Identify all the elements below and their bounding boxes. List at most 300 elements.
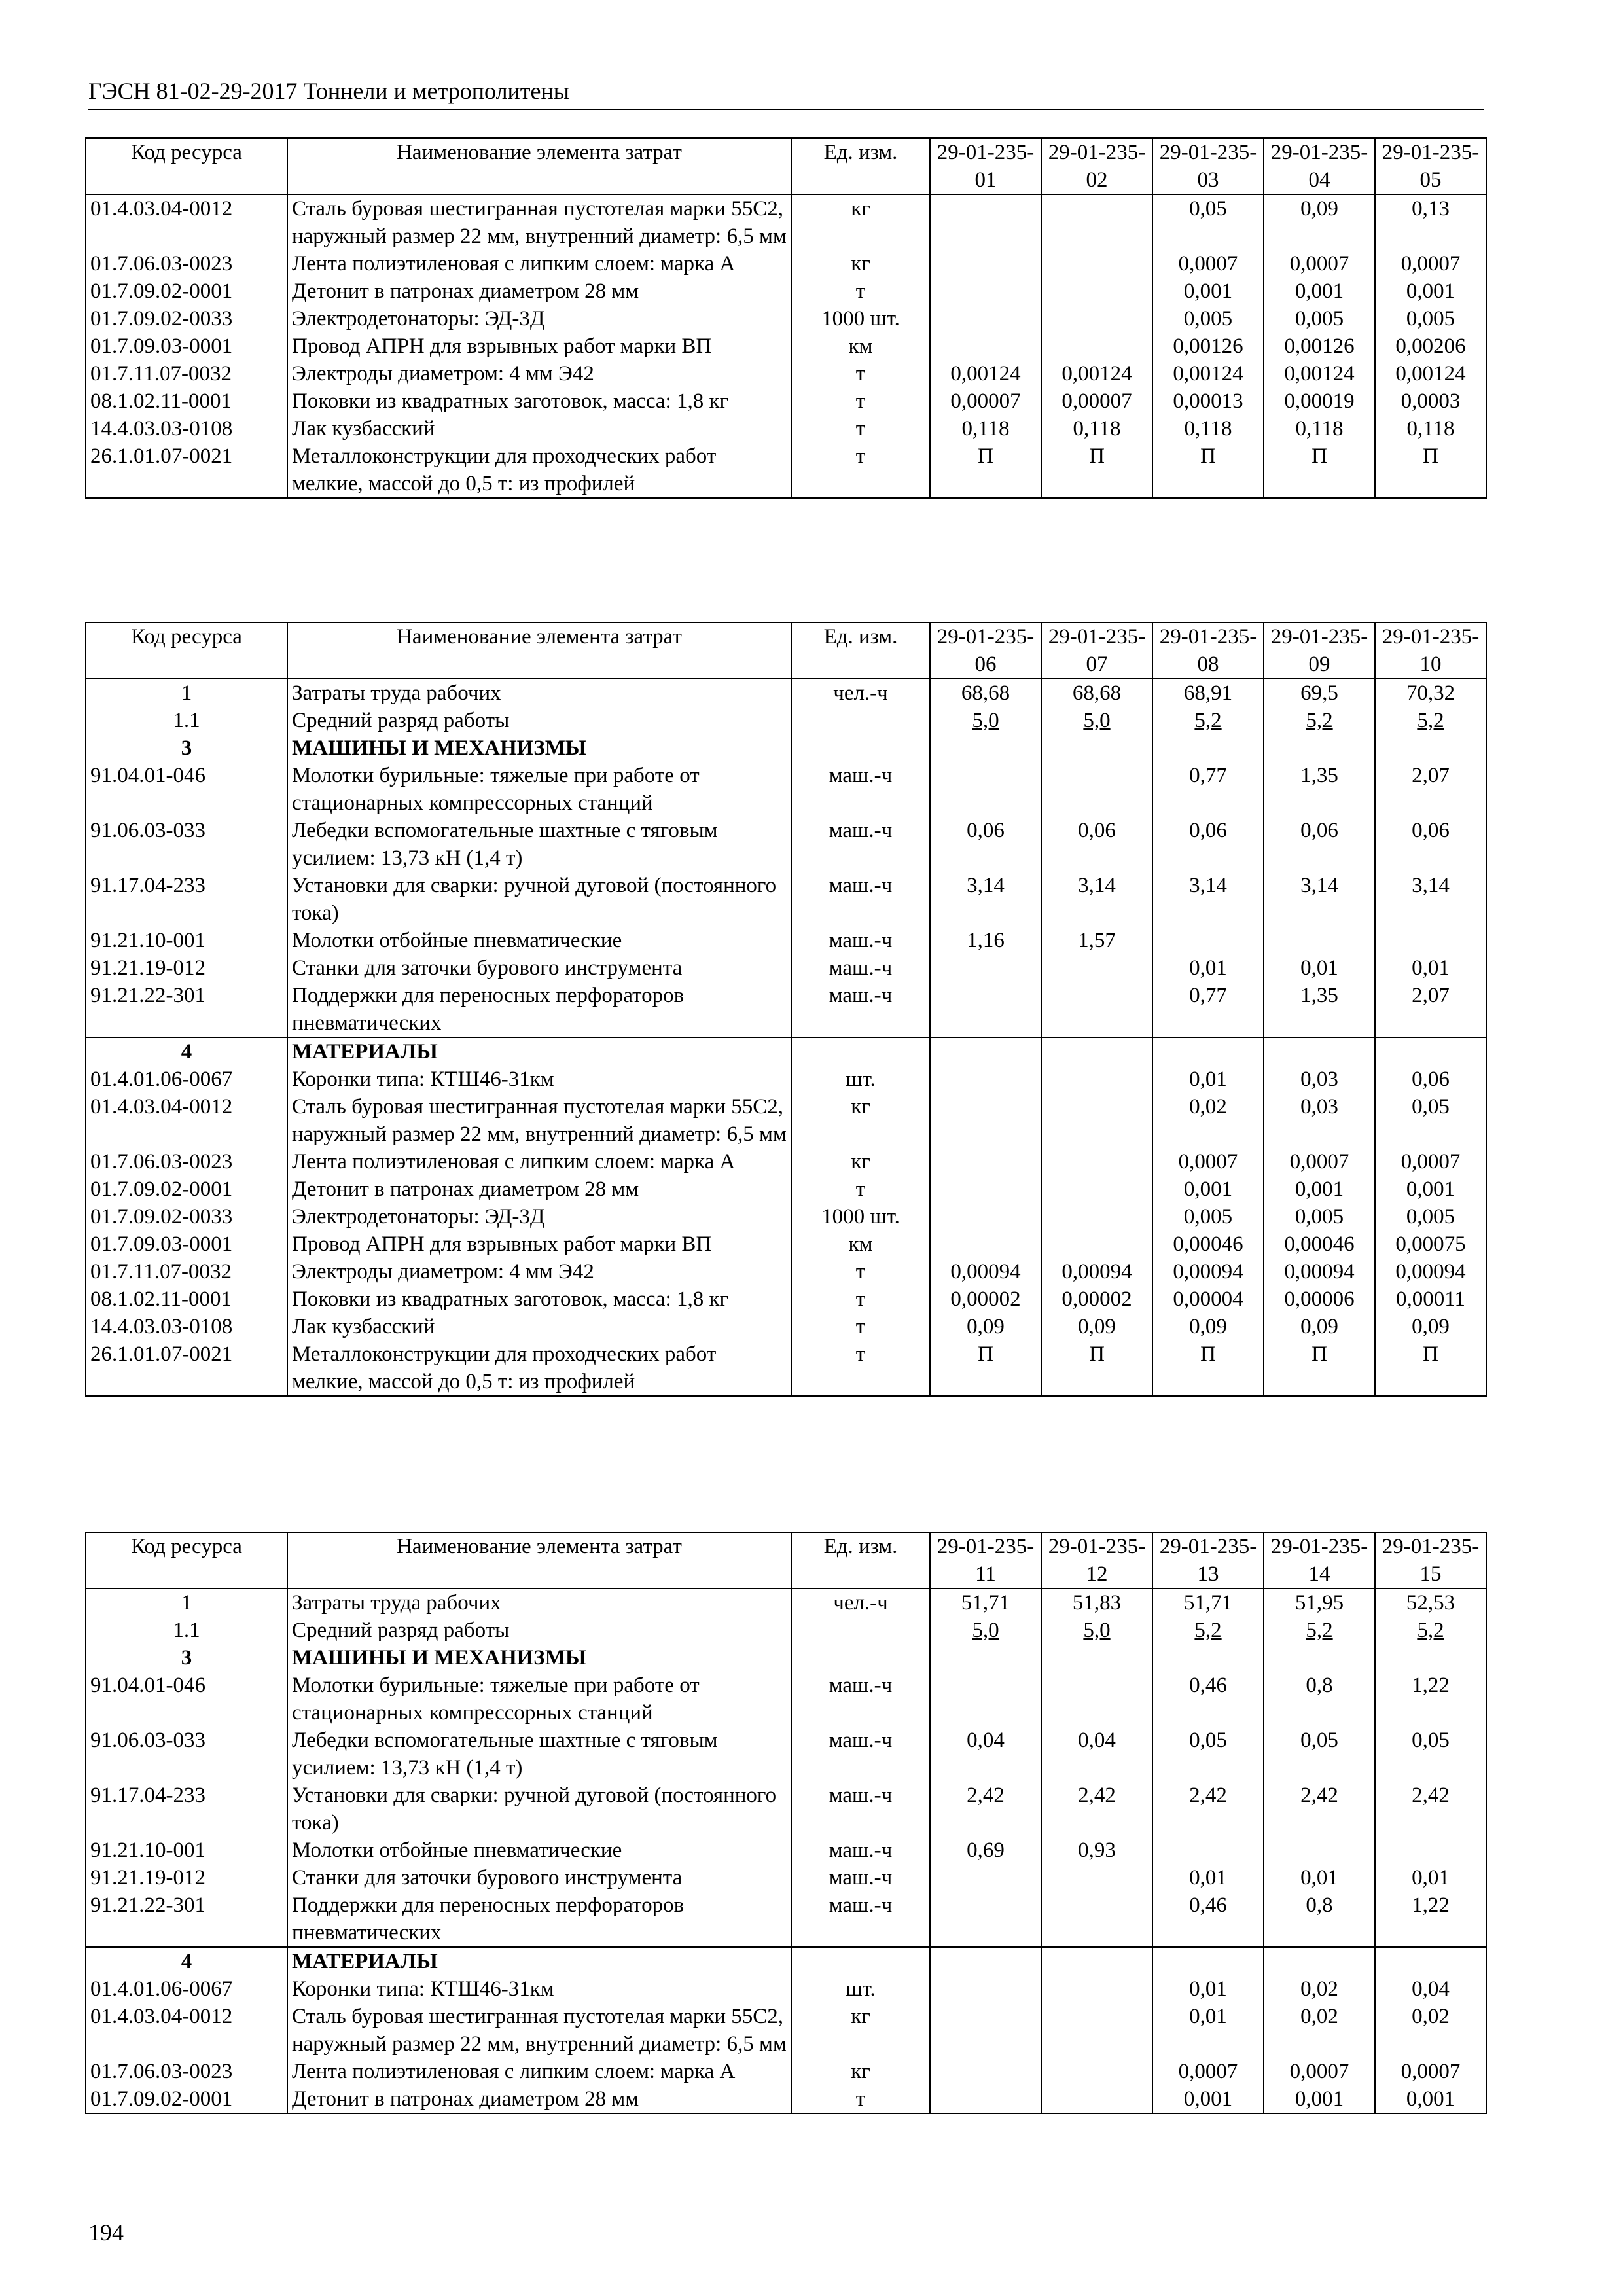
value-cell: 1,35 (1300, 984, 1338, 1007)
value-cell-container (930, 305, 1041, 332)
value-cell-container (1264, 2058, 1375, 2085)
value-cell-container (1152, 1340, 1264, 1396)
value-cell-container (930, 1892, 1041, 1947)
value-cell-container (930, 1588, 1041, 1617)
value-cell-container (930, 1782, 1041, 1837)
value-cell-container (930, 1175, 1041, 1203)
value-cell: 0,02 (1189, 1095, 1227, 1119)
value-cell-container (1375, 1037, 1486, 1066)
value-cell-container (1041, 734, 1152, 762)
resource-code-cell: 4 (86, 1947, 287, 1975)
unit-cell: т (791, 360, 930, 387)
resource-code-cell: 3 (86, 734, 287, 762)
resource-code-cell: 01.4.03.04-0012 (86, 1093, 287, 1148)
value-cell: 1,16 (967, 929, 1005, 952)
value-cell-container (1152, 1672, 1264, 1727)
value-cell: 68,91 (1183, 681, 1233, 705)
table-header-row (86, 622, 1486, 679)
unit-cell: маш.-ч (791, 954, 930, 982)
value-cell-container (1152, 1203, 1264, 1230)
value-cell-container (1041, 1148, 1152, 1175)
value-cell-container (1152, 360, 1264, 387)
unit-cell: кг (791, 1148, 930, 1175)
unit-cell (791, 1037, 930, 1066)
resource-code-cell: 14.4.03.03-0108 (86, 1313, 287, 1340)
resource-name-cell: Электроды диаметром: 4 мм Э42 (287, 360, 791, 387)
value-cell-container (930, 278, 1041, 305)
value-cell: 5,0 (1083, 1619, 1111, 1642)
resource-name-cell: Электродетонаторы: ЭД-3Д (287, 1203, 791, 1230)
value-cell: 0,01 (1412, 1866, 1450, 1890)
value-cell-container (930, 442, 1041, 498)
value-cell-container (1041, 817, 1152, 872)
resource-name-cell: Детонит в патронах диаметром 28 мм (287, 2085, 791, 2113)
value-cell: 0,00124 (1061, 362, 1132, 386)
value-cell: 0,00126 (1173, 334, 1243, 358)
value-cell: П (1311, 1342, 1327, 1366)
value-cell: 0,001 (1183, 2087, 1233, 2111)
value-cell: 51,83 (1072, 1591, 1122, 1615)
value-cell-container (930, 679, 1041, 707)
resource-code-cell: 01.7.09.02-0033 (86, 1203, 287, 1230)
value-cell-container (930, 982, 1041, 1037)
value-cell: 0,00007 (950, 389, 1021, 413)
value-cell-container (1375, 387, 1486, 415)
table-row (86, 1230, 1486, 1258)
value-cell: 0,00002 (1061, 1287, 1132, 1311)
value-cell: 0,0007 (1178, 2060, 1238, 2083)
resource-code-cell: 91.06.03-033 (86, 817, 287, 872)
resource-name-cell: Установки для сварки: ручной дуговой (постоянного тока) (287, 872, 791, 927)
value-cell-container (1041, 1644, 1152, 1672)
table-row (86, 1175, 1486, 1203)
resource-code-cell: 3 (86, 1644, 287, 1672)
resource-name-cell: Лента полиэтиленовая с липким слоем: марка А (287, 250, 791, 278)
value-cell: 0,005 (1294, 307, 1344, 331)
value-cell: 0,06 (1412, 819, 1450, 842)
resource-code-cell: 01.7.09.02-0001 (86, 1175, 287, 1203)
value-cell-container (1041, 872, 1152, 927)
unit-cell (791, 707, 930, 734)
table-row (86, 927, 1486, 954)
value-cell: 0,00126 (1284, 334, 1355, 358)
value-cell: 0,0003 (1400, 389, 1461, 413)
table-row (86, 707, 1486, 734)
col-header-norm-code: 29-01-235-04 (1264, 138, 1375, 194)
resource-code-cell: 91.21.22-301 (86, 1892, 287, 1947)
table-row (86, 2085, 1486, 2113)
value-cell: 0,01 (1189, 956, 1227, 980)
value-cell: 3,14 (1078, 874, 1116, 897)
value-cell: 0,04 (967, 1729, 1005, 1752)
value-cell-container (1041, 1066, 1152, 1093)
resource-name-cell: Детонит в патронах диаметром 28 мм (287, 278, 791, 305)
value-cell-container (930, 194, 1041, 250)
value-cell: 0,001 (1294, 1177, 1344, 1201)
unit-cell: шт. (791, 1975, 930, 2003)
resource-code-cell: 91.21.10-001 (86, 927, 287, 954)
resource-name-cell: Молотки отбойные пневматические (287, 927, 791, 954)
value-cell: П (978, 444, 993, 468)
value-cell: 3,14 (967, 874, 1005, 897)
unit-cell (791, 734, 930, 762)
table-row (86, 817, 1486, 872)
value-cell-container (1041, 954, 1152, 982)
value-cell-container (1041, 278, 1152, 305)
value-cell: П (978, 1342, 993, 1366)
value-cell: 0,01 (1189, 1866, 1227, 1890)
value-cell: 0,0007 (1178, 252, 1238, 276)
resource-code-cell: 91.21.22-301 (86, 982, 287, 1037)
table-row (86, 2058, 1486, 2085)
value-cell-container (1041, 1975, 1152, 2003)
value-cell-container (930, 1258, 1041, 1285)
value-cell-container (1264, 250, 1375, 278)
unit-cell: кг (791, 2003, 930, 2058)
resource-code-cell: 1 (86, 1588, 287, 1617)
unit-cell: т (791, 442, 930, 498)
value-cell: 0,06 (1189, 819, 1227, 842)
value-cell-container (1264, 278, 1375, 305)
resource-table (85, 1532, 1487, 2114)
resource-code-cell: 1 (86, 679, 287, 707)
value-cell-container (1152, 1644, 1264, 1672)
value-cell-container (930, 1285, 1041, 1313)
value-cell: 0,00006 (1284, 1287, 1355, 1311)
value-cell-container (1152, 1037, 1264, 1066)
value-cell: 68,68 (961, 681, 1010, 705)
unit-cell: т (791, 1258, 930, 1285)
value-cell-container (1041, 360, 1152, 387)
value-cell-container (1041, 1313, 1152, 1340)
value-cell-container (1264, 954, 1375, 982)
value-cell-container (1375, 1093, 1486, 1148)
resource-name-cell: Провод АПРН для взрывных работ марки ВП (287, 332, 791, 360)
resource-code-cell: 1.1 (86, 1617, 287, 1644)
resource-code-cell: 91.04.01-046 (86, 762, 287, 817)
value-cell-container (1375, 332, 1486, 360)
value-cell-container (1041, 442, 1152, 498)
value-cell-container (1375, 305, 1486, 332)
value-cell: 5,0 (972, 1619, 999, 1642)
unit-cell: кг (791, 2058, 930, 2085)
value-cell-container (1041, 2003, 1152, 2058)
value-cell: 70,32 (1406, 681, 1455, 705)
value-cell: 0,03 (1300, 1095, 1338, 1119)
value-cell-container (1375, 2058, 1486, 2085)
col-header-name: Наименование элемента затрат (287, 1532, 791, 1588)
value-cell-container (1375, 2003, 1486, 2058)
value-cell-container (1152, 1066, 1264, 1093)
resource-code-cell: 01.4.03.04-0012 (86, 2003, 287, 2058)
value-cell-container (1152, 1230, 1264, 1258)
value-cell-container (1041, 1864, 1152, 1892)
resource-name-cell: Лебедки вспомогательные шахтные с тяговым усилием: 13,73 кН (1,4 т) (287, 817, 791, 872)
value-cell-container (1264, 872, 1375, 927)
resource-code-cell: 26.1.01.07-0021 (86, 442, 287, 498)
value-cell: 0,01 (1189, 1977, 1227, 2001)
table-row (86, 1340, 1486, 1396)
value-cell-container (1375, 734, 1486, 762)
value-cell: 0,00046 (1173, 1232, 1243, 1256)
value-cell-container (1264, 982, 1375, 1037)
value-cell-container (1152, 1313, 1264, 1340)
resource-name-cell: МАТЕРИАЛЫ (287, 1037, 791, 1066)
col-header-norm-code: 29-01-235-05 (1375, 138, 1486, 194)
resource-code-cell: 01.4.01.06-0067 (86, 1975, 287, 2003)
resource-name-cell: Коронки типа: КТШ46-31км (287, 1975, 791, 2003)
col-header-norm-code: 29-01-235-01 (930, 138, 1041, 194)
value-cell: 0,06 (1412, 1067, 1450, 1091)
value-cell-container (1375, 1892, 1486, 1947)
value-cell: 0,8 (1306, 1674, 1333, 1697)
unit-cell: т (791, 387, 930, 415)
table-row (86, 442, 1486, 498)
value-cell: 0,8 (1306, 1893, 1333, 1917)
resource-code-cell: 91.21.10-001 (86, 1837, 287, 1864)
value-cell-container (1264, 332, 1375, 360)
value-cell: 0,118 (1295, 417, 1344, 440)
value-cell: 51,71 (1183, 1591, 1233, 1615)
value-cell: 0,01 (1189, 2005, 1227, 2028)
value-cell-container (1375, 194, 1486, 250)
value-cell: 5,2 (1417, 709, 1444, 732)
resource-name-cell: Средний разряд работы (287, 707, 791, 734)
value-cell: 0,69 (967, 1839, 1005, 1862)
value-cell: 3,14 (1189, 874, 1227, 897)
value-cell-container (1152, 982, 1264, 1037)
value-cell-container (1041, 982, 1152, 1037)
unit-cell (791, 1644, 930, 1672)
value-cell-container (1264, 2085, 1375, 2113)
value-cell-container (1375, 1203, 1486, 1230)
value-cell-container (1264, 1203, 1375, 1230)
resource-code-cell: 1.1 (86, 707, 287, 734)
unit-cell: 1000 шт. (791, 1203, 930, 1230)
value-cell: 51,95 (1294, 1591, 1344, 1615)
value-cell: П (1089, 444, 1105, 468)
value-cell: 2,42 (967, 1784, 1005, 1807)
resource-name-cell: Затраты труда рабочих (287, 679, 791, 707)
unit-cell: т (791, 2085, 930, 2113)
resource-name-cell: Лента полиэтиленовая с липким слоем: марка А (287, 1148, 791, 1175)
table-header-row (86, 138, 1486, 194)
value-cell-container (1152, 1175, 1264, 1203)
value-cell-container (1264, 1588, 1375, 1617)
value-cell-container (1152, 707, 1264, 734)
table-row (86, 332, 1486, 360)
value-cell-container (930, 1672, 1041, 1727)
value-cell: 0,05 (1412, 1095, 1450, 1119)
resource-name-cell: Поковки из квадратных заготовок, масса: 1,8 кг (287, 1285, 791, 1313)
value-cell-container (930, 1148, 1041, 1175)
resource-code-cell: 01.7.06.03-0023 (86, 2058, 287, 2085)
value-cell-container (1375, 1947, 1486, 1975)
value-cell: 52,53 (1406, 1591, 1455, 1615)
resource-code-cell: 91.04.01-046 (86, 1672, 287, 1727)
value-cell: 0,01 (1300, 1866, 1338, 1890)
value-cell-container (1375, 1066, 1486, 1093)
value-cell: 3,14 (1412, 874, 1450, 897)
table-row (86, 1644, 1486, 1672)
table-row (86, 194, 1486, 250)
value-cell-container (930, 2003, 1041, 2058)
value-cell-container (1264, 360, 1375, 387)
resource-name-cell: Установки для сварки: ручной дуговой (постоянного тока) (287, 1782, 791, 1837)
value-cell-container (1152, 872, 1264, 927)
value-cell: 0,001 (1406, 2087, 1455, 2111)
value-cell-container (1375, 250, 1486, 278)
unit-cell: маш.-ч (791, 927, 930, 954)
value-cell-container (1375, 1727, 1486, 1782)
value-cell-container (1152, 1837, 1264, 1864)
value-cell-container (1152, 1975, 1264, 2003)
value-cell-container (1152, 2003, 1264, 2058)
value-cell: 0,00046 (1284, 1232, 1355, 1256)
value-cell: 0,00124 (1395, 362, 1466, 386)
value-cell-container (1375, 1588, 1486, 1617)
value-cell-container (1264, 1727, 1375, 1782)
value-cell: 0,005 (1183, 307, 1233, 331)
value-cell-container (1264, 1285, 1375, 1313)
unit-cell: маш.-ч (791, 817, 930, 872)
value-cell-container (930, 2058, 1041, 2085)
value-cell-container (1152, 734, 1264, 762)
value-cell: 0,01 (1300, 956, 1338, 980)
resource-name-cell: Сталь буровая шестигранная пустотелая марки 55С2, наружный размер 22 мм, внутренний диаметр: 6,5 мм (287, 194, 791, 250)
value-cell-container (930, 332, 1041, 360)
value-cell: 2,42 (1078, 1784, 1116, 1807)
unit-cell: т (791, 1313, 930, 1340)
value-cell-container (1041, 679, 1152, 707)
value-cell-container (1375, 415, 1486, 442)
value-cell-container (930, 954, 1041, 982)
resource-name-cell: Средний разряд работы (287, 1617, 791, 1644)
value-cell-container (1152, 305, 1264, 332)
value-cell-container (1041, 707, 1152, 734)
value-cell: 0,00094 (1061, 1260, 1132, 1283)
resource-code-cell: 01.7.09.03-0001 (86, 332, 287, 360)
table-row (86, 278, 1486, 305)
value-cell: 0,001 (1294, 279, 1344, 303)
value-cell-container (1264, 679, 1375, 707)
value-cell: 1,22 (1412, 1674, 1450, 1697)
table-row (86, 360, 1486, 387)
value-cell-container (1152, 2058, 1264, 2085)
value-cell-container (1264, 707, 1375, 734)
value-cell: 0,09 (1189, 1315, 1227, 1338)
unit-cell: маш.-ч (791, 1864, 930, 1892)
value-cell-container (1152, 1727, 1264, 1782)
value-cell: 0,0007 (1400, 2060, 1461, 2083)
table-row (86, 1203, 1486, 1230)
resource-name-cell: Лента полиэтиленовая с липким слоем: марка А (287, 2058, 791, 2085)
value-cell: 0,00002 (950, 1287, 1021, 1311)
col-header-norm-code: 29-01-235-13 (1152, 1532, 1264, 1588)
table-row (86, 1727, 1486, 1782)
value-cell: 0,03 (1300, 1067, 1338, 1091)
unit-cell: т (791, 1340, 930, 1396)
table-row (86, 1672, 1486, 1727)
table-row (86, 1285, 1486, 1313)
value-cell-container (1264, 387, 1375, 415)
value-cell: 51,71 (961, 1591, 1010, 1615)
value-cell-container (1041, 194, 1152, 250)
value-cell-container (1375, 1644, 1486, 1672)
value-cell-container (1152, 415, 1264, 442)
value-cell: 0,09 (967, 1315, 1005, 1338)
value-cell-container (930, 1203, 1041, 1230)
table-row (86, 1837, 1486, 1864)
value-cell: 0,09 (1300, 1315, 1338, 1338)
resource-name-cell: Поковки из квадратных заготовок, масса: 1,8 кг (287, 387, 791, 415)
col-header-unit: Ед. изм. (791, 1532, 930, 1588)
value-cell-container (930, 1230, 1041, 1258)
value-cell-container (1264, 1037, 1375, 1066)
unit-cell: кг (791, 250, 930, 278)
resource-name-cell: МАШИНЫ И МЕХАНИЗМЫ (287, 734, 791, 762)
resource-code-cell: 01.7.11.07-0032 (86, 360, 287, 387)
value-cell: 0,04 (1412, 1977, 1450, 2001)
value-cell: 0,09 (1078, 1315, 1116, 1338)
value-cell-container (1264, 817, 1375, 872)
value-cell: 0,04 (1078, 1729, 1116, 1752)
value-cell-container (1375, 1672, 1486, 1727)
table-row (86, 387, 1486, 415)
resource-name-cell: Поддержки для переносных перфораторов пневматических (287, 1892, 791, 1947)
resource-code-cell: 4 (86, 1037, 287, 1066)
value-cell: П (1423, 1342, 1438, 1366)
unit-cell: маш.-ч (791, 872, 930, 927)
value-cell-container (1152, 2085, 1264, 2113)
value-cell-container (1264, 1175, 1375, 1203)
resource-code-cell: 91.21.19-012 (86, 1864, 287, 1892)
table-row (86, 305, 1486, 332)
value-cell-container (1041, 1672, 1152, 1727)
value-cell-container (1041, 1175, 1152, 1203)
value-cell: 0,05 (1189, 1729, 1227, 1752)
value-cell-container (1152, 1588, 1264, 1617)
value-cell: 5,2 (1194, 1619, 1222, 1642)
value-cell-container (1264, 442, 1375, 498)
value-cell-container (1041, 1258, 1152, 1285)
value-cell-container (930, 415, 1041, 442)
table-row (86, 762, 1486, 817)
value-cell: 5,2 (1306, 709, 1333, 732)
col-header-unit: Ед. изм. (791, 622, 930, 679)
resource-code-cell: 91.17.04-233 (86, 1782, 287, 1837)
resource-name-cell: Затраты труда рабочих (287, 1588, 791, 1617)
resource-name-cell: Сталь буровая шестигранная пустотелая марки 55С2, наружный размер 22 мм, внутренний диаметр: 6,5 мм (287, 2003, 791, 2058)
value-cell: 0,0007 (1400, 1150, 1461, 1174)
value-cell: П (1311, 444, 1327, 468)
unit-cell: т (791, 1285, 930, 1313)
value-cell: 0,02 (1300, 2005, 1338, 2028)
table-row (86, 1588, 1486, 1617)
resource-code-cell: 01.7.09.03-0001 (86, 1230, 287, 1258)
value-cell: 0,005 (1183, 1205, 1233, 1229)
value-cell-container (930, 1093, 1041, 1148)
value-cell: 0,93 (1078, 1839, 1116, 1862)
value-cell-container (930, 360, 1041, 387)
value-cell: 0,005 (1294, 1205, 1344, 1229)
value-cell-container (930, 2085, 1041, 2113)
value-cell-container (1041, 305, 1152, 332)
value-cell: 0,00206 (1395, 334, 1466, 358)
value-cell-container (1152, 1892, 1264, 1947)
resource-name-cell: Лак кузбасский (287, 415, 791, 442)
value-cell: 0,118 (961, 417, 1010, 440)
